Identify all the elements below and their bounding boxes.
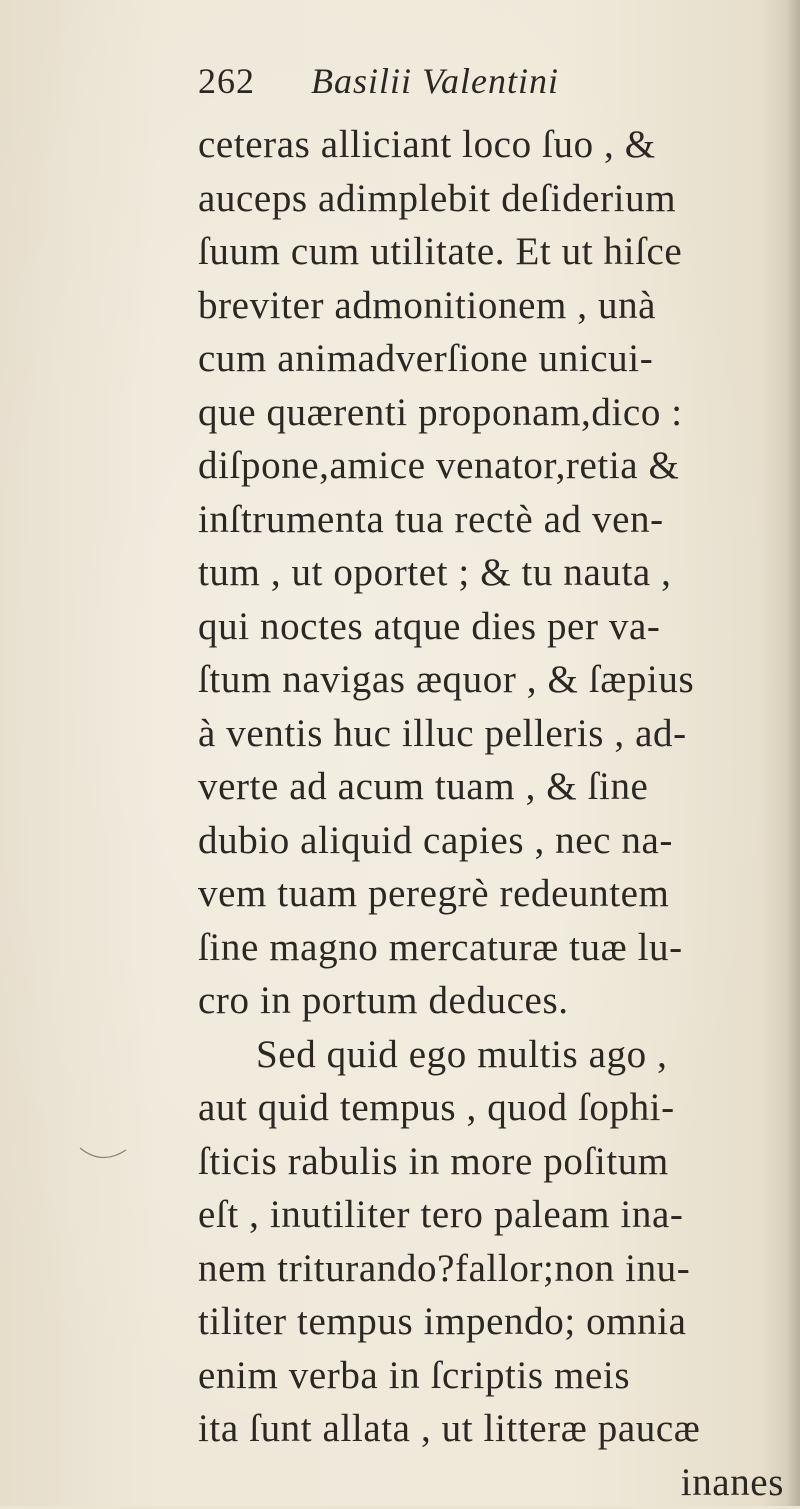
text-line: aut quid tempus , quod ſophi- <box>198 1081 788 1135</box>
text-line: ſine magno mercaturæ tuæ lu- <box>198 921 788 975</box>
text-line: ſticis rabulis in more poſitum <box>198 1135 788 1189</box>
text-line: cum animadverſione unicui- <box>198 332 788 386</box>
page-edge-shadow <box>786 0 800 1506</box>
text-line: enim verba in ſcriptis meis <box>198 1349 788 1403</box>
catchword: inanes <box>198 1456 788 1509</box>
running-title: Basilii Valentini <box>311 60 559 102</box>
text-line: auceps adimplebit deſiderium <box>198 172 788 226</box>
text-line: dubio aliquid capies , nec na- <box>198 814 788 868</box>
text-line: tiliter tempus impendo; omnia <box>198 1295 788 1349</box>
text-line: inſtrumenta tua rectè ad ven- <box>198 493 788 547</box>
page-number: 262 <box>198 60 255 102</box>
text-line: nem triturando?fallor;non inu- <box>198 1242 788 1296</box>
text-line: que quærenti proponam,dico : <box>198 386 788 440</box>
text-line: ceteras alliciant loco ſuo , & <box>198 118 788 172</box>
text-line: diſpone,amice venator,retia & <box>198 439 788 493</box>
text-line: ita ſunt allata , ut litteræ paucæ <box>198 1402 788 1456</box>
text-line: à ventis huc illuc pelleris , ad- <box>198 707 788 761</box>
text-line: qui noctes atque dies per va- <box>198 600 788 654</box>
text-line: cro in portum deduces. <box>198 974 788 1028</box>
main-text <box>198 118 788 1509</box>
paragraph-start-line: Sed quid ego multis ago , <box>198 1028 788 1082</box>
text-line: eſt , inutiliter tero paleam ina- <box>198 1188 788 1242</box>
text-line: vem tuam peregrè redeuntem <box>198 867 788 921</box>
text-line: tum , ut oportet ; & tu nauta , <box>198 546 788 600</box>
running-head <box>198 60 559 110</box>
text-line: breviter admonitionem , unà <box>198 279 788 333</box>
text-line: verte ad acum tuam , & ſine <box>198 760 788 814</box>
text-line: ſuum cum utilitate. Et ut hiſce <box>198 225 788 279</box>
margin-ink-stroke <box>78 1140 130 1170</box>
text-line: ſtum navigas æquor , & ſæpius <box>198 653 788 707</box>
